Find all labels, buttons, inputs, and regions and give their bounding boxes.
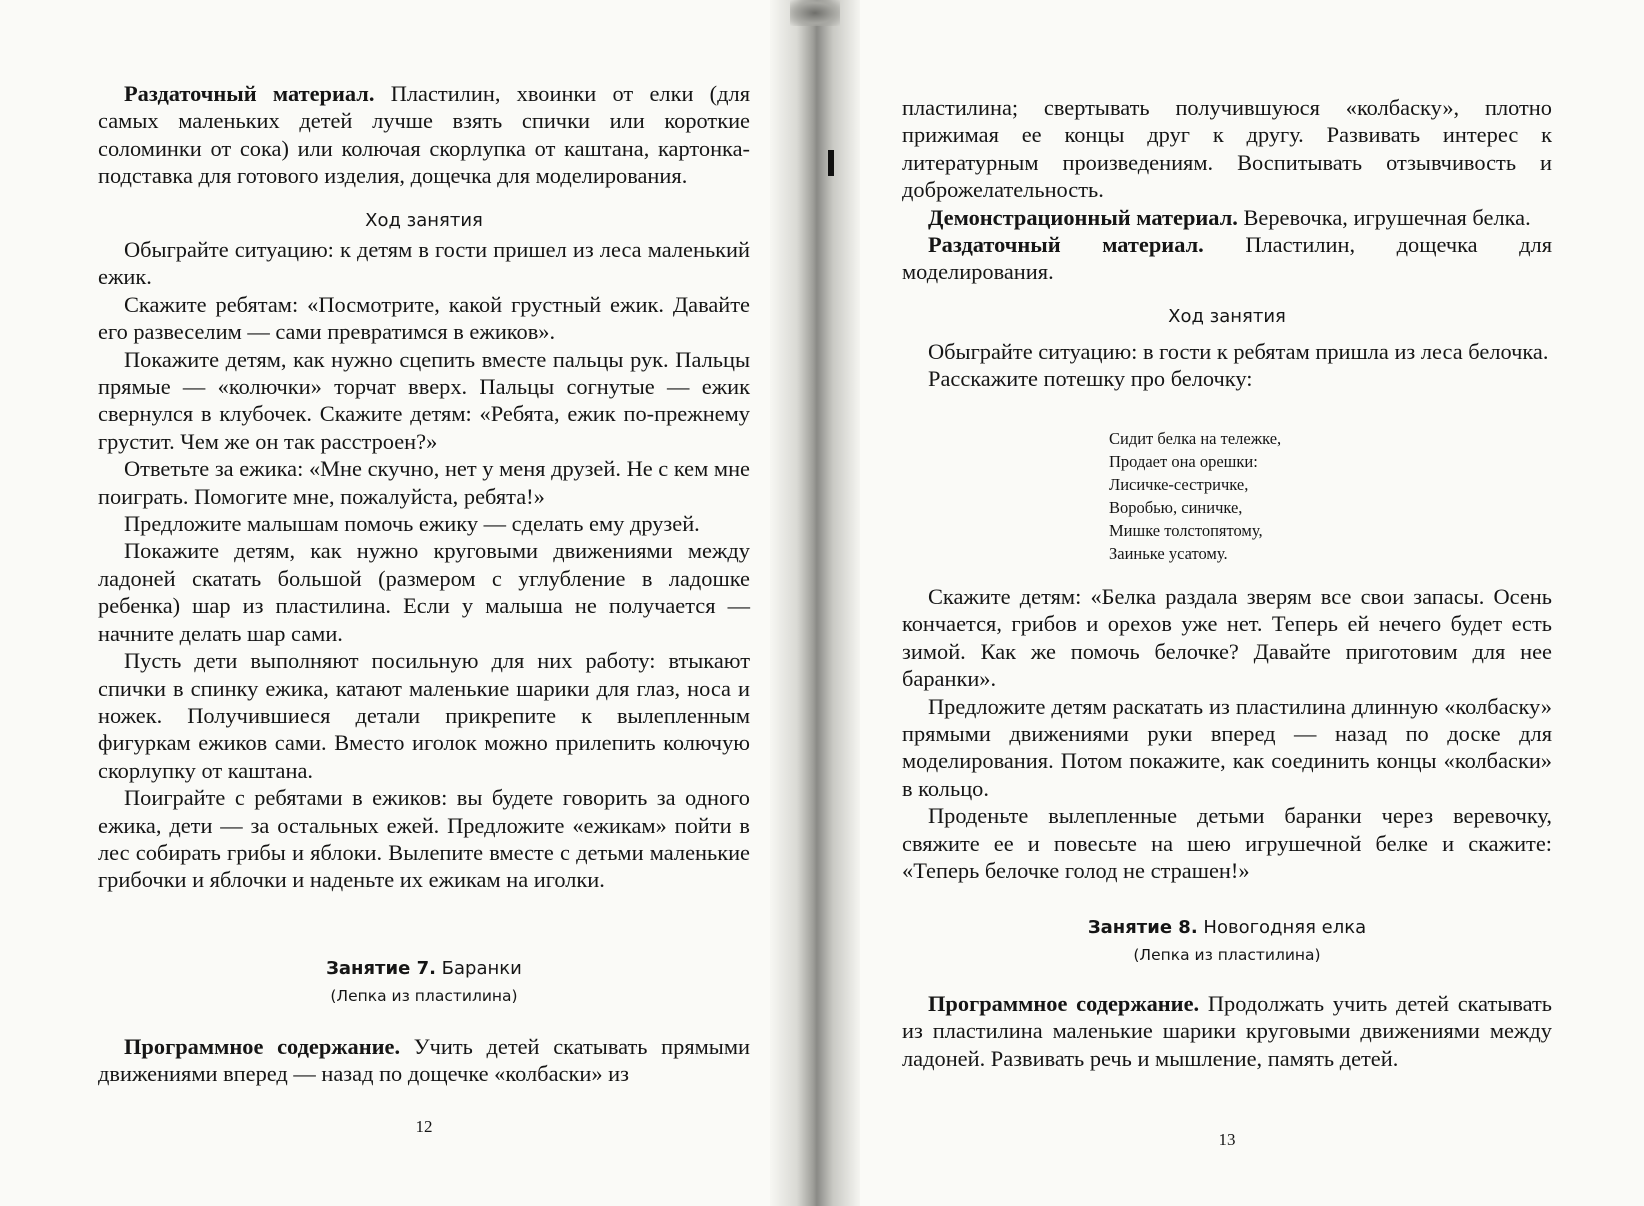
activity-text (902, 583, 1552, 884)
materials-paragraph (902, 231, 1552, 286)
lesson-8-heading-block (902, 917, 1552, 964)
paragraph: Проденьте вылепленные детьми баранки через веревочку, свяжите ее и повесьте на шею игрушечной белке и скажите: «Теперь белочке голод не страшен!» (902, 803, 1552, 884)
poem-line: Продает она орешки: (1109, 452, 1258, 471)
poem-line: Заиньке усатому. (1109, 544, 1228, 563)
section-heading: Ход занятия (1168, 306, 1286, 327)
right-page (902, 0, 1552, 1206)
poem (1109, 427, 1644, 565)
paragraph: Покажите детям, как нужно сцепить вместе пальцы рук. Пальцы прямые — «колючки» торчат вверх. Пальцы согнутые — ежик свернулся в клубочек. Скажите детям: «Ребята, ежик по-прежнему грустит. Чем же он так расстроен?» (98, 346, 750, 454)
lesson-7-subtitle: (Лепка из пластилина) (330, 987, 518, 1005)
left-page (98, 0, 750, 1206)
demo-materials-text: Веревочка, игрушечная белка. (1243, 204, 1531, 230)
section-heading: Ход занятия (365, 210, 483, 231)
section-heading-block (902, 306, 1552, 327)
lesson-7-content-text: Учить детей скатывать прямыми движениями вперед — назад по дощечке «колбаски» из (98, 1034, 750, 1087)
materials-label: Раздаточный материал. (928, 232, 1204, 258)
lesson-7-title: Баранки (441, 958, 522, 979)
lesson-8-content-text: Продолжать учить детей скатывать из пластилина маленькие шарики круговыми движениями между ладоней. Развивать речь и мышление, память детей. (902, 991, 1552, 1071)
poem-line: Мишке толстопятому, (1109, 521, 1263, 540)
lesson-8-content-paragraph (902, 990, 1552, 1072)
materials-label: Раздаточный материал. (124, 81, 375, 106)
paragraph: Обыграйте ситуацию: к детям в гости пришел из леса маленький ежик. (98, 237, 750, 290)
materials-paragraph (98, 80, 750, 190)
lesson-8-subtitle: (Лепка из пластилина) (1133, 946, 1321, 964)
paragraph: Обыграйте ситуацию: в гости к ребятам пришла из леса белочка. (928, 339, 1549, 364)
lesson-8-content (902, 990, 1552, 1072)
materials-text: Пластилин, дощечка для моделирования. (902, 232, 1552, 285)
materials-block (98, 80, 750, 190)
demo-materials-paragraph (902, 204, 1552, 231)
continuation-paragraph: пластилина; свертывать получившуюся «колбаску», плотно прижимая ее концы друг к другу. Развивать интерес к литературным произведениям. Воспитывать отзывчивость и доброжелательность. (902, 95, 1552, 203)
poem-line: Воробью, синичке, (1109, 498, 1243, 517)
paragraph: Поиграйте с ребятами в ежиков: вы будете говорить за одного ежика, дети — за остальных ежей. Предложите «ежикам» пойти в лес собирать грибы и яблоки. Вылепите вместе с детьми маленькие грибочки и яблочки и наденьте их ежикам на иголки. (98, 785, 750, 893)
paragraph: Покажите детям, как нужно круговыми движениями между ладоней скатать большой (размером с углубление в ладошке ребенка) шар из пластилина. Если у малыша не получается — начните делать шар сами. (98, 538, 750, 646)
paragraph: Скажите детям: «Белка раздала зверям все свои запасы. Осень кончается, грибов и орехов уже нет. Теперь ей нечего будет есть зимой. Как же помочь белочке? Давайте приготовим для нее баранки». (902, 584, 1552, 692)
materials-text: Пластилин, хвоинки от елки (для самых маленьких детей лучше взять спички или короткие соломинки от сока) или колючая скорлупка от каштана, картонка-подставка для готового изделия, дощечка для моделирования. (98, 81, 750, 189)
lesson-7-content (98, 1033, 750, 1088)
lesson-7-heading (98, 958, 750, 979)
section-heading-block (98, 210, 750, 231)
paragraph: Расскажите потешку про белочку: (928, 366, 1253, 392)
lesson-7-content-paragraph (98, 1033, 750, 1088)
page-number-right: 13 (1218, 1130, 1236, 1149)
paragraph: Скажите ребятам: «Посмотрите, какой грустный ежик. Давайте его развеселим — сами превратимся в ежиков». (98, 291, 750, 345)
lesson-7-heading-block (98, 958, 750, 1005)
lesson-7-content-label: Программное содержание. (124, 1034, 401, 1059)
paragraph: Предложите малышам помочь ежику — сделать ему друзей. (124, 511, 700, 537)
activity-text (98, 236, 750, 894)
poem-line: Лисичке-сестричке, (1109, 475, 1249, 494)
lesson-8-label: Занятие 8. (1087, 917, 1198, 938)
demo-materials-label: Демонстрационный материал. (928, 204, 1238, 230)
binding-mark (828, 150, 834, 176)
paragraph: Предложите детям раскатать из пластилина длинную «колбаску» прямыми движениями руки вперед — назад по доске для моделирования. Потом покажите, как соединить концы «колбаски» в кольцо. (902, 693, 1552, 801)
lesson-8-title: Новогодняя елка (1203, 917, 1367, 938)
paragraph: Пусть дети выполняют посильную для них работу: втыкают спички в спинку ежика, катают маленькие шарики для глаз, носа и ножек. Получившиеся детали прикрепите к вылепленным фигуркам ежиков сами. Вместо иголок можно прилепить колючую скорлупку от каштана. (98, 648, 750, 783)
poem-line: Сидит белка на тележке, (1109, 429, 1282, 448)
binding-shadow (790, 0, 840, 26)
lesson-7-continuation (902, 94, 1552, 286)
lesson-7-label: Занятие 7. (326, 958, 436, 979)
lesson-8-heading (902, 917, 1552, 938)
lesson-8-content-label: Программное содержание. (928, 991, 1200, 1016)
paragraph: Ответьте за ежика: «Мне скучно, нет у меня друзей. Не с кем мне поиграть. Помогите мне, пожалуйста, ребята!» (98, 456, 750, 509)
page-number-left: 12 (415, 1117, 433, 1136)
intro-text (902, 338, 1552, 393)
book-gutter-shadow (770, 0, 860, 1206)
